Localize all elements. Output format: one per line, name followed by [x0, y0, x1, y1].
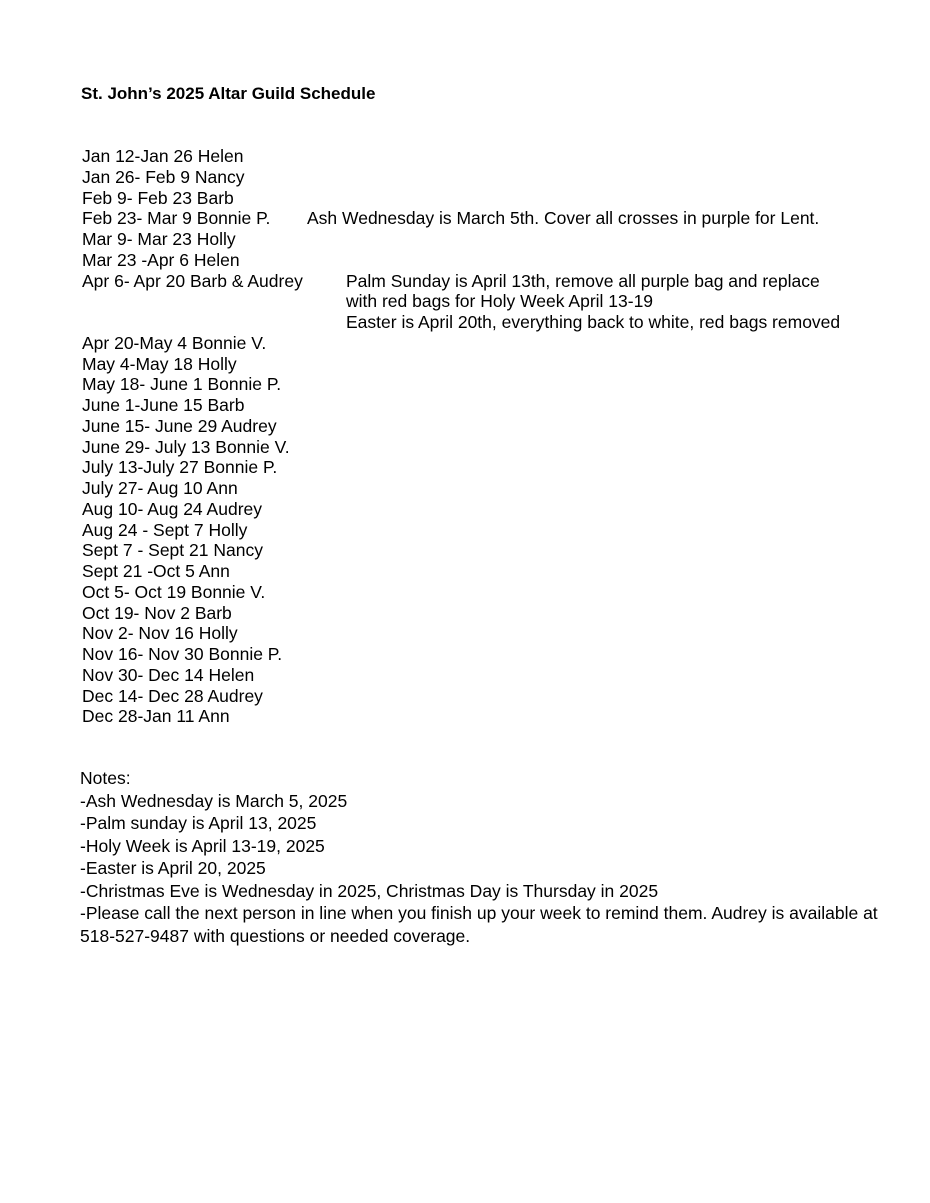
schedule-note: Easter is April 20th, everything back to white, red bags removed — [346, 312, 841, 332]
schedule-entry: Aug 10- Aug 24 Audrey — [82, 498, 262, 519]
schedule-row — [82, 188, 922, 209]
schedule-row — [82, 478, 922, 499]
schedule-entry: May 18- June 1 Bonnie P. — [82, 374, 282, 395]
schedule-entry: Oct 19- Nov 2 Barb — [82, 602, 232, 623]
schedule-entry: Sept 7 - Sept 21 Nancy — [82, 540, 263, 561]
note-item: -Palm sunday is April 13, 2025 — [80, 813, 317, 833]
note-item: -Easter is April 20, 2025 — [80, 858, 266, 878]
schedule-row — [82, 520, 922, 541]
schedule-row — [82, 582, 922, 603]
schedule-entry: Feb 23- Mar 9 Bonnie P. — [82, 208, 271, 229]
schedule-entry: Sept 21 -Oct 5 Ann — [82, 561, 230, 581]
schedule-row — [82, 665, 922, 686]
schedule-row — [82, 312, 922, 333]
schedule-entry: Feb 9- Feb 23 Barb — [82, 187, 234, 208]
schedule-row — [82, 686, 922, 707]
schedule-entry: Aug 24 - Sept 7 Holly — [82, 519, 248, 540]
schedule-row — [82, 333, 922, 354]
schedule-row — [82, 416, 922, 437]
schedule-entry: Mar 23 -Apr 6 Helen — [82, 249, 240, 270]
schedule-row — [82, 146, 922, 167]
notes-section — [80, 767, 900, 947]
notes-heading: Notes: — [80, 768, 131, 788]
schedule-row — [82, 540, 922, 561]
schedule-entry: Apr 6- Apr 20 Barb & Audrey — [82, 270, 303, 291]
schedule-entry: Mar 9- Mar 23 Holly — [82, 229, 236, 249]
schedule-entry: Jan 12-Jan 26 Helen — [82, 146, 244, 166]
schedule-entry: June 15- June 29 Audrey — [82, 415, 277, 436]
schedule-row — [82, 271, 922, 292]
schedule-row — [82, 208, 922, 229]
schedule-entry: Apr 20-May 4 Bonnie V. — [82, 332, 267, 353]
note-item: -Ash Wednesday is March 5, 2025 — [80, 790, 348, 811]
schedule-row — [82, 250, 922, 271]
schedule-entry: July 27- Aug 10 Ann — [82, 478, 238, 498]
schedule-note: Ash Wednesday is March 5th. Cover all crosses in purple for Lent. — [307, 208, 820, 229]
schedule-row — [82, 229, 922, 250]
schedule-entry: July 13-July 27 Bonnie P. — [82, 457, 278, 478]
schedule-entry: May 4-May 18 Holly — [82, 353, 237, 374]
schedule-note: with red bags for Holy Week April 13-19 — [346, 291, 654, 312]
schedule-list — [82, 146, 922, 727]
schedule-entry: Nov 16- Nov 30 Bonnie P. — [82, 644, 283, 664]
schedule-entry: Dec 28-Jan 11 Ann — [82, 706, 230, 727]
schedule-row — [82, 644, 922, 665]
schedule-entry: June 29- July 13 Bonnie V. — [82, 436, 290, 457]
schedule-entry: Jan 26- Feb 9 Nancy — [82, 166, 245, 187]
schedule-entry: Dec 14- Dec 28 Audrey — [82, 685, 263, 706]
schedule-row — [82, 561, 922, 582]
schedule-row — [82, 395, 922, 416]
schedule-entry: June 1-June 15 Barb — [82, 395, 245, 415]
note-item: -Please call the next person in line when you finish up your week to remind them. Audrey is available at 518-527-9487 with questions or needed coverage. — [80, 903, 878, 946]
schedule-note: Palm Sunday is April 13th, remove all purple bag and replace — [346, 270, 820, 291]
schedule-row — [82, 623, 922, 644]
schedule-entry: Nov 30- Dec 14 Helen — [82, 664, 255, 685]
schedule-row — [82, 706, 922, 727]
schedule-row — [82, 354, 922, 375]
page-title: St. John’s 2025 Altar Guild Schedule — [81, 84, 376, 103]
note-item: -Holy Week is April 13-19, 2025 — [80, 835, 325, 856]
schedule-row — [82, 437, 922, 458]
schedule-row — [82, 374, 922, 395]
schedule-row — [82, 167, 922, 188]
schedule-row — [82, 291, 922, 312]
schedule-row — [82, 499, 922, 520]
schedule-entry: Nov 2- Nov 16 Holly — [82, 623, 238, 644]
schedule-entry: Oct 5- Oct 19 Bonnie V. — [82, 581, 266, 602]
schedule-row — [82, 603, 922, 624]
note-item: -Christmas Eve is Wednesday in 2025, Christmas Day is Thursday in 2025 — [80, 880, 659, 901]
schedule-row — [82, 457, 922, 478]
